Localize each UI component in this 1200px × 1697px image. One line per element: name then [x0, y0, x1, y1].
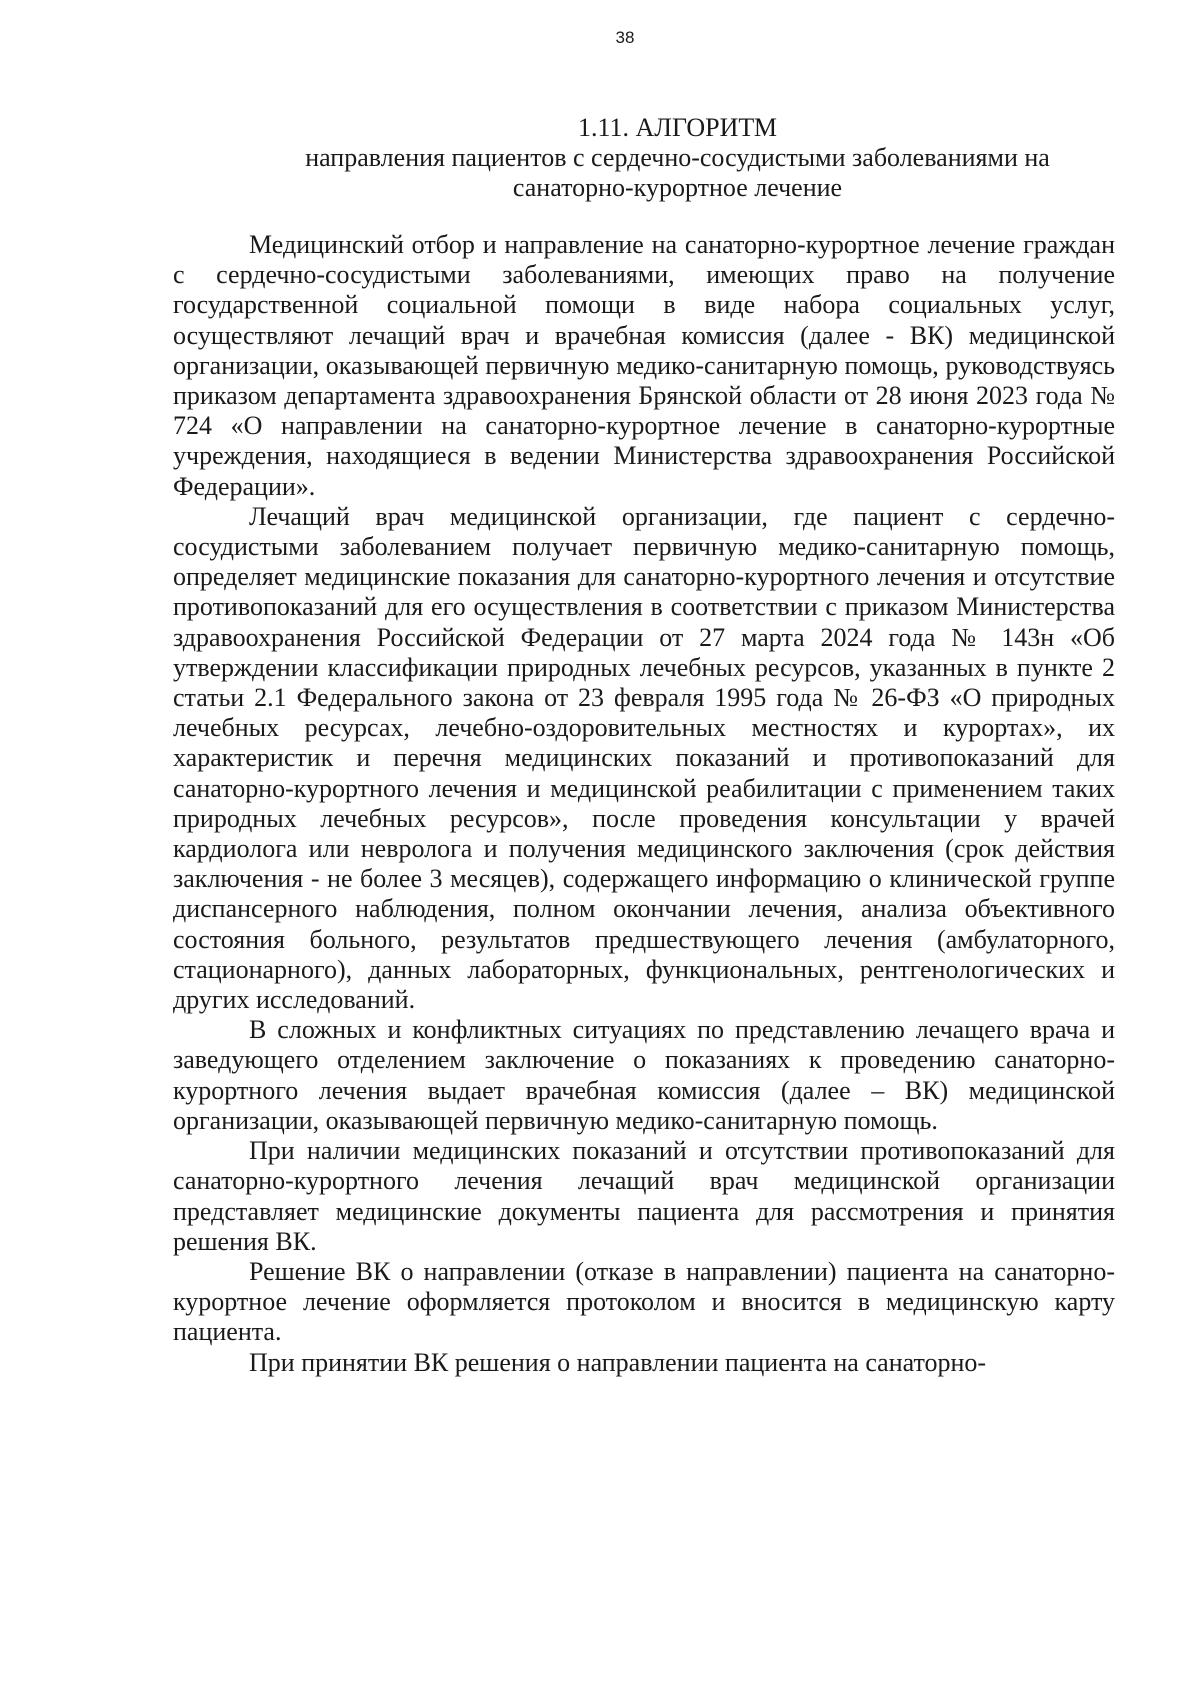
- section-heading: [240, 113, 1115, 203]
- heading-subtitle-line-2: санаторно-курортное лечение: [512, 173, 843, 202]
- page-number: 38: [615, 28, 635, 47]
- paragraph-5: Решение ВК о направлении (отказе в направлении) пациента на санаторно-курортное лечение оформляется протоколом и вносится в медицинскую карту пациента.: [173, 1256, 1115, 1347]
- heading-title: 1.11. АЛГОРИТМ: [578, 113, 777, 142]
- paragraph-1: Медицинский отбор и направление на санаторно-курортное лечение граждан с сердечно-сосудистыми заболеваниями, имеющих право на получение государственной социальной помощи в виде набора социальных услуг, осуществляют лечащий врач и врачебная комиссия (далее - ВК) медицинской организации, оказывающей первичную медико-санитарную помощь, руководствуясь приказом департамента здравоохранения Брянской области от 28 июня 2023 года № 724 «О направлении на санаторно-курортное лечение в санаторно-курортные учреждения, находящиеся в ведении Министерства здравоохранения Российской Федерации».: [173, 230, 1115, 501]
- heading-subtitle-line-1: направления пациентов с сердечно-сосудистыми заболеваниями на: [305, 143, 1050, 172]
- paragraph-6: При принятии ВК решения о направлении пациента на санаторно-: [249, 1347, 987, 1377]
- paragraph-4: При наличии медицинских показаний и отсутствии противопоказаний для санаторно-курортного лечения лечащий врач медицинской организации представляет медицинские документы пациента для рассмотрения и принятия решения ВК.: [173, 1136, 1115, 1256]
- paragraph-3: В сложных и конфликтных ситуациях по представлению лечащего врача и заведующего отделением заключение о показаниях к проведению санаторно-курортного лечения выдает врачебная комиссия (далее – ВК) медицинской организации, оказывающей первичную медико-санитарную помощь.: [173, 1015, 1115, 1135]
- document-body: [173, 230, 1115, 1378]
- paragraph-2: Лечащий врач медицинской организации, где пациент с сердечно-сосудистыми заболеванием получает первичную медико-санитарную помощь, определяет медицинские показания для санаторно-курортного лечения и отсутствие противопоказаний для его осуществления в соответствии с приказом Министерства здравоохранения Российской Федерации от 27 марта 2024 года № 143н «Об утверждении классификации природных лечебных ресурсов, указанных в пункте 2 статьи 2.1 Федерального закона от 23 февраля 1995 года № 26-ФЗ «О природных лечебных ресурсах, лечебно-оздоровительных местностях и курортах», их характеристик и перечня медицинских показаний и противопоказаний для санаторно-курортного лечения и медицинской реабилитации с применением таких природных лечебных ресурсов», после проведения консультации у врачей кардиолога или невролога и получения медицинского заключения (срок действия заключения - не более 3 месяцев), содержащего информацию о клинической группе диспансерного наблюдения, полном окончании лечения, анализа объективного состояния больного, результатов предшествующего лечения (амбулаторного, стационарного), данных лабораторных, функциональных, рентгенологических и других исследований.: [173, 501, 1115, 1015]
